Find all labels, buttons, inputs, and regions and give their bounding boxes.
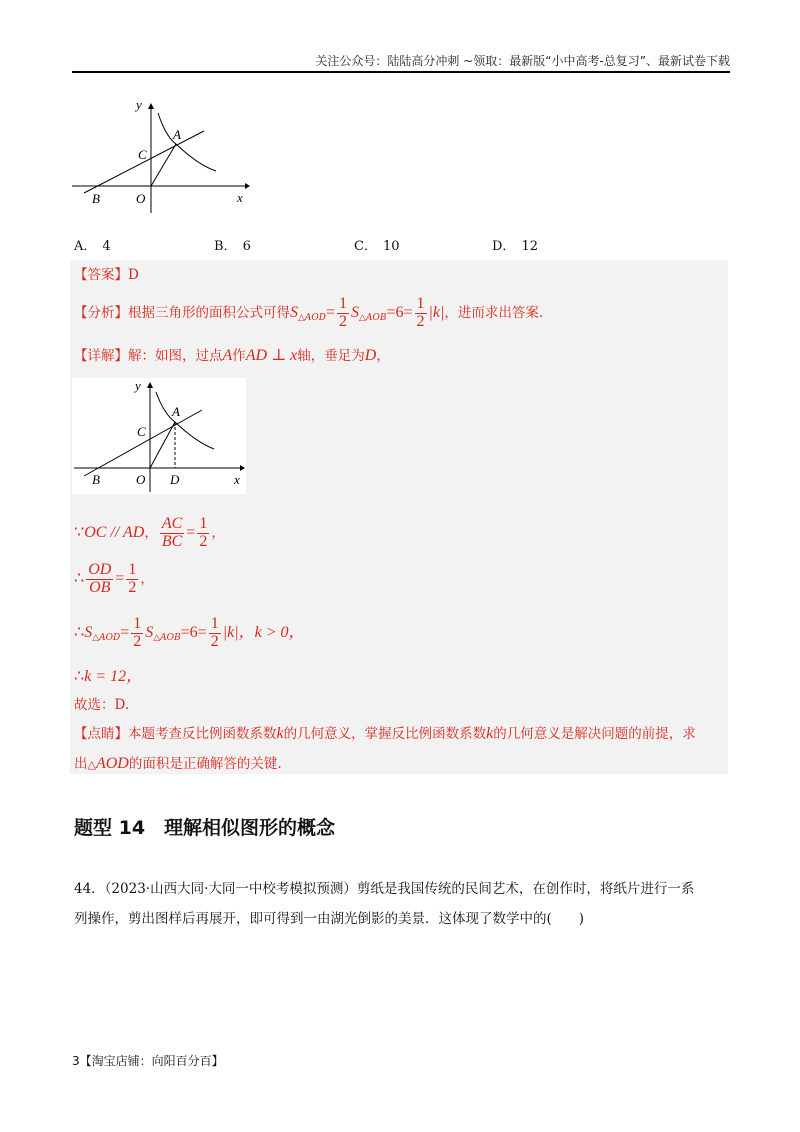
label-a: A — [172, 404, 180, 419]
label-o: O — [136, 472, 146, 487]
question-line-2: 列操作，剪出图样后再展开，即可得到一由湖光倒影的美景．这体现了数学中的( ) — [74, 911, 585, 927]
answer-line: 【答案】D — [74, 267, 139, 283]
figure-2 — [72, 378, 246, 494]
detail-line: 【详解】解：如图，过点A作AD ⊥ x轴，垂足为D， — [74, 347, 390, 364]
question-line-1: 44．（2023·山西大同·大同一中校考模拟预测）剪纸是我国传统的民间艺术，在创作时，将纸片进行一系 — [74, 881, 695, 897]
label-c: C — [138, 147, 147, 162]
option-a[interactable]: A． 4 — [74, 239, 111, 254]
section-title: 题型 14 理解相似图形的概念 — [74, 817, 336, 839]
label-b: B — [92, 472, 100, 487]
label-y: y — [135, 378, 141, 393]
option-b[interactable]: B． 6 — [214, 239, 251, 254]
step-2: ∴ $\frac{OD}{OB}$ = $\frac{1}{2}$ ， — [74, 561, 154, 596]
remark-line-1: 【点睛】本题考查反比例函数系数k的几何意义，掌握反比例函数系数k的几何意义是解决问题的前提，求 — [74, 725, 696, 742]
label-b: B — [92, 191, 100, 206]
label-y: y — [136, 97, 142, 112]
step-4: ∴k = 12， — [74, 668, 143, 685]
solution-panel — [70, 260, 728, 774]
remark-line-2: 出△AOD的面积是正确解答的关键. — [74, 755, 282, 772]
step-3: $\therefore S_{\triangle AOD}=$ $\frac{1}{2}$ $S_{\triangle AOB}=6=$ $\frac{1}{2}$ |k|，k > 0， — [74, 615, 305, 650]
label-x: x — [234, 472, 240, 487]
page-header: 关注公众号：陆陆高分冲刺 ~领取：最新版“小中高考-总复习”、最新试卷下载 — [315, 54, 730, 68]
option-c[interactable]: C． 10 — [354, 239, 400, 254]
label-d: D — [170, 472, 180, 487]
label-x: x — [237, 190, 243, 205]
page-footer: 3【淘宝店铺：向阳百分百】 — [72, 1054, 224, 1068]
label-o: O — [136, 191, 146, 206]
figure-1 — [70, 95, 250, 215]
option-d[interactable]: D． 12 — [492, 239, 538, 254]
choose-line: 故选：D. — [74, 697, 130, 713]
analysis-line: 【分析】根据三角形的面积公式可得$S_{\triangle AOD}=$ $\frac{1}{2}$ $S_{\triangle AOB}=6=$ $\frac{1}{2}$ |k|，进而求出答案. — [74, 295, 544, 330]
header-divider — [72, 71, 730, 73]
answer-options — [74, 235, 674, 255]
label-c: C — [137, 424, 146, 439]
label-a: A — [173, 127, 181, 142]
step-1: ∵OC // AD， $\frac{AC}{BC}$ = $\frac{1}{2}$ ， — [74, 515, 225, 550]
